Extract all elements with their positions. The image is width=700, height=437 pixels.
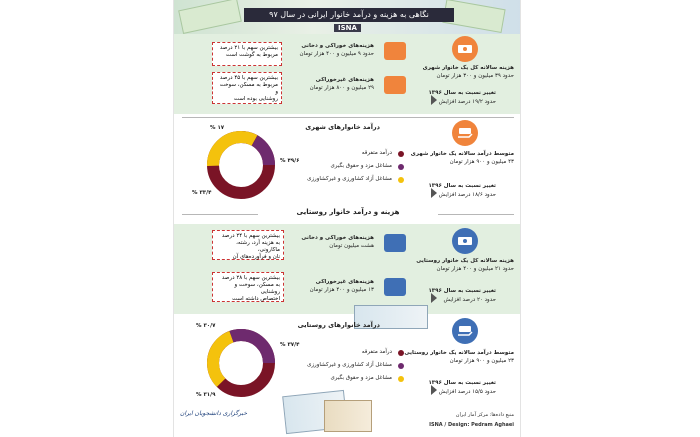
house-icon [384, 76, 406, 94]
legend-swatch [398, 376, 404, 382]
rural-income-donut [204, 326, 278, 400]
isna-label: ISNA [334, 24, 361, 32]
rural-nonfood-cost-value: ۱۳ میلیون و ۴۰۰ هزار تومان [309, 287, 374, 293]
urban-pct-right: ۴۹/۶ % [280, 158, 300, 164]
urban-nonfood-cost-label: هزینه‌های غیرخوراکی [315, 77, 374, 83]
rural-food-note [212, 230, 284, 260]
legend-swatch [398, 151, 404, 157]
note-line: روشنایی بوده است [233, 96, 278, 102]
banknote-icon [178, 0, 242, 34]
note-line: بیشترین سهم با ۲۱ درصد [219, 45, 278, 51]
isna-signature: خبرگزاری دانشجویان ایران [180, 410, 248, 417]
urban-cost-change-label: تغییر نسبت به سال ۱۳۹۶ [428, 90, 496, 96]
rural-food-cost-value: هشت میلیون تومان [329, 243, 374, 249]
rural-cost-change-label: تغییر نسبت به سال ۱۳۹۶ [428, 288, 496, 294]
note-line: مربوط به مسکن، سوخت و [219, 82, 278, 95]
urban-nonfood-cost-value: ۲۹ میلیون و ۸۰۰ هزار تومان [309, 85, 374, 91]
urban-food-cost-label: هزینه‌های خوراکی و دخانی [301, 43, 374, 49]
legend-item: مشاغل مزد و حقوق بگیری [330, 163, 392, 169]
banknote-image [324, 400, 372, 432]
urban-income-chart-title: درآمد خانوارهای شهری [305, 123, 380, 131]
infographic-poster [173, 0, 521, 437]
legend-item: درآمد متفرقه [361, 349, 392, 355]
rural-income-chart-title: درآمد خانوارهای روستایی [297, 321, 380, 329]
legend-swatch [398, 164, 404, 170]
rural-pct-bottom: ۳۱/۹ % [196, 392, 216, 398]
hand-money-icon [452, 120, 478, 146]
note-line: نان و فرآورده‌های آن [232, 254, 280, 260]
urban-income-donut [204, 128, 278, 202]
house-icon [384, 278, 406, 296]
legend-item: مشاغل آزاد کشاورزی و غیرکشاورزی [307, 362, 392, 368]
food-bowl-icon [384, 42, 406, 60]
data-source: منبع داده‌ها: مرکز آمار ایران [455, 412, 514, 418]
rural-nonfood-note [212, 272, 284, 302]
rural-income-value: ۲۳ میلیون و ۹۰۰ هزار تومان [449, 358, 514, 364]
rural-section-title: هزینه و درآمد خانوار روستایی [258, 208, 438, 216]
rural-food-cost-label: هزینه‌های خوراکی و دخانی [301, 235, 374, 241]
urban-pct-top: ۱۷ % [210, 125, 225, 131]
rural-annual-cost-label: هزینه سالانه کل یک خانوار روستایی [416, 258, 514, 264]
urban-annual-cost-label: هزینه سالانه کل یک خانوار شهری [422, 65, 514, 71]
urban-income-label: متوسط درآمد سالانه یک خانوار شهری [410, 151, 514, 157]
legend-item: درآمد متفرقه [361, 150, 392, 156]
note-line: بیشترین سهم با ۲۸ درصد [221, 275, 280, 281]
design-credit: ISNA / Design: Pedram Aghaei [429, 422, 514, 428]
urban-food-cost-value: حدود ۹ میلیون و ۴۰۰ هزار تومان [299, 51, 374, 57]
urban-income-value: ۴۳ میلیون و ۹۰۰ هزار تومان [449, 159, 514, 165]
money-icon [452, 228, 478, 254]
rural-income-label: متوسط درآمد سالانه یک خانوار روستایی [404, 350, 514, 356]
note-line: مربوط به گوشت است [225, 52, 278, 58]
note-line: به هزینه آرد، رشته، ماکارونی، [236, 240, 280, 253]
legend-swatch [398, 177, 404, 183]
money-icon [452, 36, 478, 62]
urban-annual-cost-value: حدود ۳۹ میلیون و ۳۰۰ هزار تومان [436, 73, 514, 79]
note-line: بیشترین سهم با ۴۵ درصد [219, 75, 278, 81]
urban-income-change-label: تغییر نسبت به سال ۱۳۹۶ [428, 183, 496, 189]
urban-cost-change-value: حدود ۱۹/۲ درصد افزایش [438, 99, 496, 105]
page-title: نگاهی به هزینه و درآمد خانوار ایرانی در سال ۹۷ [244, 8, 454, 22]
note-line: به مسکن، سوخت و روشنایی [234, 282, 280, 295]
legend-item: مشاغل آزاد کشاورزی و غیرکشاورزی [307, 176, 392, 182]
rural-income-change-label: تغییر نسبت به سال ۱۳۹۶ [428, 380, 496, 386]
urban-nonfood-note [212, 72, 282, 104]
urban-income-change-value: حدود ۱۸/۶ درصد افزایش [438, 192, 496, 198]
urban-food-note [212, 42, 282, 66]
rural-cost-change-value: حدود ۲۰ درصد افزایش [443, 297, 496, 303]
urban-pct-bottom: ۳۳/۴ % [192, 190, 212, 196]
rural-pct-right: ۳۷/۴ % [280, 342, 300, 348]
note-line: اختصاص داشته است [232, 296, 280, 302]
food-bowl-icon [384, 234, 406, 252]
rural-pct-top: ۳۰/۷ % [196, 323, 216, 329]
note-line: بیشترین سهم با ۲۴ درصد [221, 233, 280, 239]
hand-money-icon [452, 318, 478, 344]
rural-income-change-value: حدود ۱۵/۵ درصد افزایش [438, 389, 496, 395]
legend-item: مشاغل مزد و حقوق بگیری [330, 375, 392, 381]
rural-annual-cost-value: حدود ۲۱ میلیون و ۴۰۰ هزار تومان [436, 266, 514, 272]
rural-nonfood-cost-label: هزینه‌های غیرخوراکی [315, 279, 374, 285]
legend-swatch [398, 350, 404, 356]
legend-swatch [398, 363, 404, 369]
divider [182, 117, 514, 118]
